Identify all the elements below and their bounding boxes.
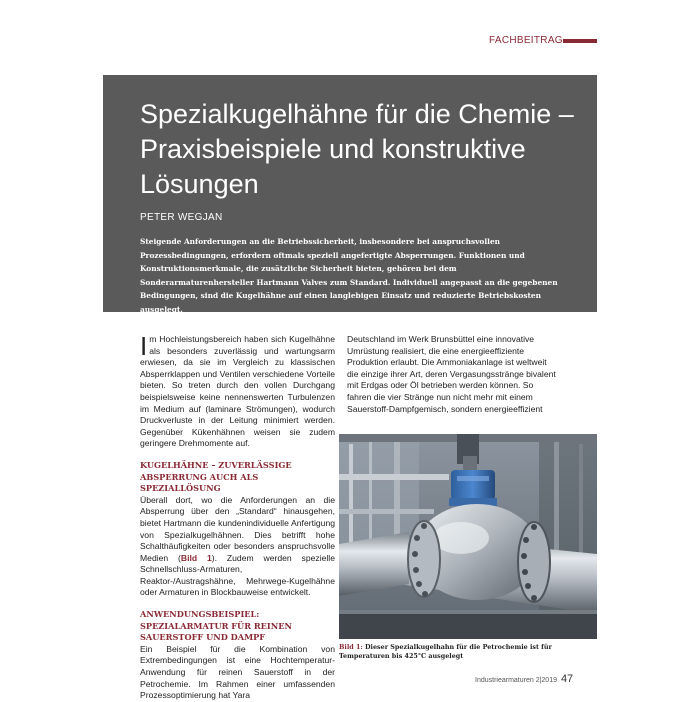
intro-paragraph xyxy=(140,331,335,450)
paragraph-2-text-a: Überall dort, wo die Anforderungen an die Absperrung über den „Standard“ hinausgehen, bietet Hartmann die kundenindividuelle Anfertigung von Spezialkugelhähnen. Dies betrifft hohe Schalthäufigkeiten oder besonders anspruchsvolle Medien ( xyxy=(140,494,335,563)
page-number: 47 xyxy=(560,673,574,685)
section-label: FACHBEITRAG xyxy=(489,35,563,46)
article-title: Spezialkugelhähne für die Chemie – Praxisbeispiele und konstruktive Lösungen xyxy=(140,99,574,199)
figure-caption xyxy=(339,643,597,661)
article-author: PETER WEGJAN xyxy=(140,212,223,223)
caption-text: Dieser Spezialkugelhahn für die Petrochemie ist für Temperaturen bis 425°C ausgelegt xyxy=(339,643,552,660)
right-paragraph: Deutschland im Werk Brunsbüttel eine innovative Umrüstung realisiert, die eine energieeffiziente Produktion erlaubt. Die Ammoniakanlage ist weltweit die einzige ihrer Art, deren Vergasungsstränge bivalent mit Erdgas oder Öl betrieben werden können. So fahren die vier Stränge nun nicht mehr mit einem Sauerstoff-Dampfgemisch, sondern energieeffizient xyxy=(347,334,556,414)
paragraph-3: Ein Beispiel für die Kombination von Extrembedingungen ist eine Hochtemperatur-Anwendung für reinen Sauerstoff in der Petrochemie. Im Rahmen einer umfassenden Prozessoptimierung hat Yara xyxy=(140,643,335,701)
journal-name: Industriearmaturen 2|2019 xyxy=(475,677,557,684)
intro-text: m Hochleistungsbereich haben sich Kugelhähne als besonders zuverlässig und wartungsarm erwiesen, da sie im Vergleich zu klassischen Absperrklappen und Ventilen verschiedene Vorteile bieten. So treten durch den vollen Durchgang beispielsweise keine nennenswerten Turbulenzen im Medium auf (laminare Strömungen), wodurch Druckverluste in der Leitung minimiert werden. Gegenüber Kükenhähnen weisen sie zudem geringere Drehmomente auf. xyxy=(140,334,335,449)
paragraph-2 xyxy=(140,495,335,599)
article-lead: Steigende Anforderungen an die Betriebssicherheit, insbesondere bei anspruchsvollen Prozessbedingungen, erfordern oftmals speziell angefertigte Absperrungen. Funktionen und Konstruktionsmerkmale, die zusätzliche Sicherheit bieten, gehören bei dem Sonderarmaturenhersteller Hartmann Valves zum Standard. Individuell angepasst an die gegebenen Bedingungen, sind die Kugelhähne auf einen langlebigen Einsatz und reduzierte Betriebskosten ausgelegt. xyxy=(140,237,558,314)
section-accent-bar xyxy=(563,39,597,43)
paragraph-2-text-b: ). Zudem werden spezielle Schnellschluss-Armaturen, Reaktor-/Austragshähne, Mehrwege-Kugelhähne oder Armaturen in Blockbauweise entwickelt. xyxy=(140,552,335,598)
ball-valve-photo xyxy=(339,434,597,639)
subheading-1: KUGELHÄHNE – ZUVERLÄSSIGE ABSPERRUNG AUCH ALS SPEZIALLÖSUNG xyxy=(140,459,292,494)
text-column-right xyxy=(347,334,557,415)
article-header xyxy=(103,75,597,312)
drop-cap: I xyxy=(140,331,148,361)
text-column-left xyxy=(140,331,335,702)
caption-label: Bild 1: xyxy=(339,643,363,651)
subheading-2: ANWENDUNGSBEISPIEL: SPEZIALARMATUR FÜR REINEN SAUERSTOFF UND DAMPF xyxy=(140,609,292,643)
figure-reference: Bild 1 xyxy=(180,552,212,563)
page-footer xyxy=(475,673,573,685)
industrial-valve-illustration xyxy=(339,434,597,639)
